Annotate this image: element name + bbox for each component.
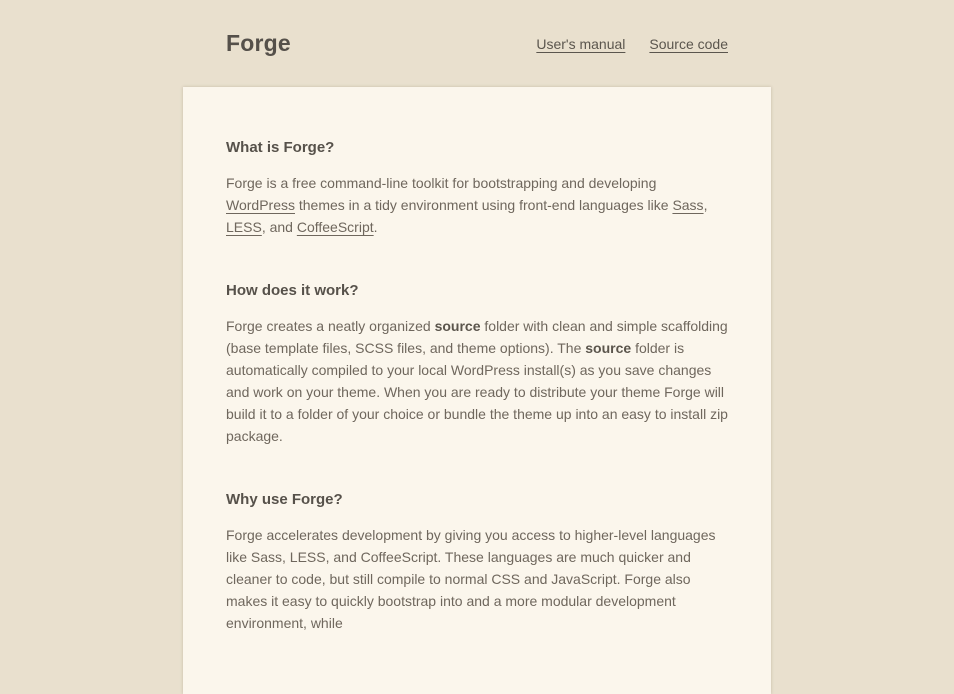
nav-link-source-code[interactable]: Source code [649, 35, 728, 52]
bold-text: source [585, 340, 632, 356]
section-paragraph-what-is-forge: Forge is a free command-line toolkit for bootstrapping and developing WordPress themes in a tidy environment using front-end languages like Sass, LESS, and CoffeeScript. [226, 175, 708, 235]
section-heading-what-is-forge: What is Forge? [226, 139, 335, 156]
inline-link-sass[interactable]: Sass [672, 197, 704, 213]
site-title: Forge [226, 30, 291, 56]
bold-text: source [434, 318, 481, 334]
inline-link-coffeescript[interactable]: CoffeeScript [296, 219, 374, 235]
section-heading-why-use-forge: Why use Forge? [226, 491, 343, 508]
section-paragraph-why-use-forge: Forge accelerates development by giving you access to higher-level languages like Sass, LESS, and CoffeeScript. These languages are much quicker and cleaner to code, but still compile to normal CSS and JavaScript. Forge also makes it easy to quickly bootstrap into and a more modular development environment, while [226, 527, 716, 631]
section-paragraph-how-does-it-work: Forge creates a neatly organized source folder with clean and simple scaffolding (base template files, SCSS files, and theme options). The source folder is automatically compiled to your local WordPress install(s) as you save changes and work on your theme. When you are ready to distribute your theme Forge will build it to a folder of your choice or bundle the theme up into an easy to install zip package. [226, 318, 728, 444]
nav-link-users-manual[interactable]: User's manual [536, 35, 626, 52]
section-what-is-forge [226, 139, 728, 238]
section-why-use-forge [226, 491, 728, 634]
page-container [183, 0, 771, 694]
section-heading-how-does-it-work: How does it work? [226, 282, 359, 299]
inline-link-wordpress[interactable]: WordPress [226, 197, 295, 213]
site-header [183, 0, 771, 87]
header-nav [536, 36, 728, 52]
section-how-does-it-work [226, 282, 728, 447]
inline-link-less[interactable]: LESS [226, 219, 262, 235]
content-card [183, 87, 771, 694]
